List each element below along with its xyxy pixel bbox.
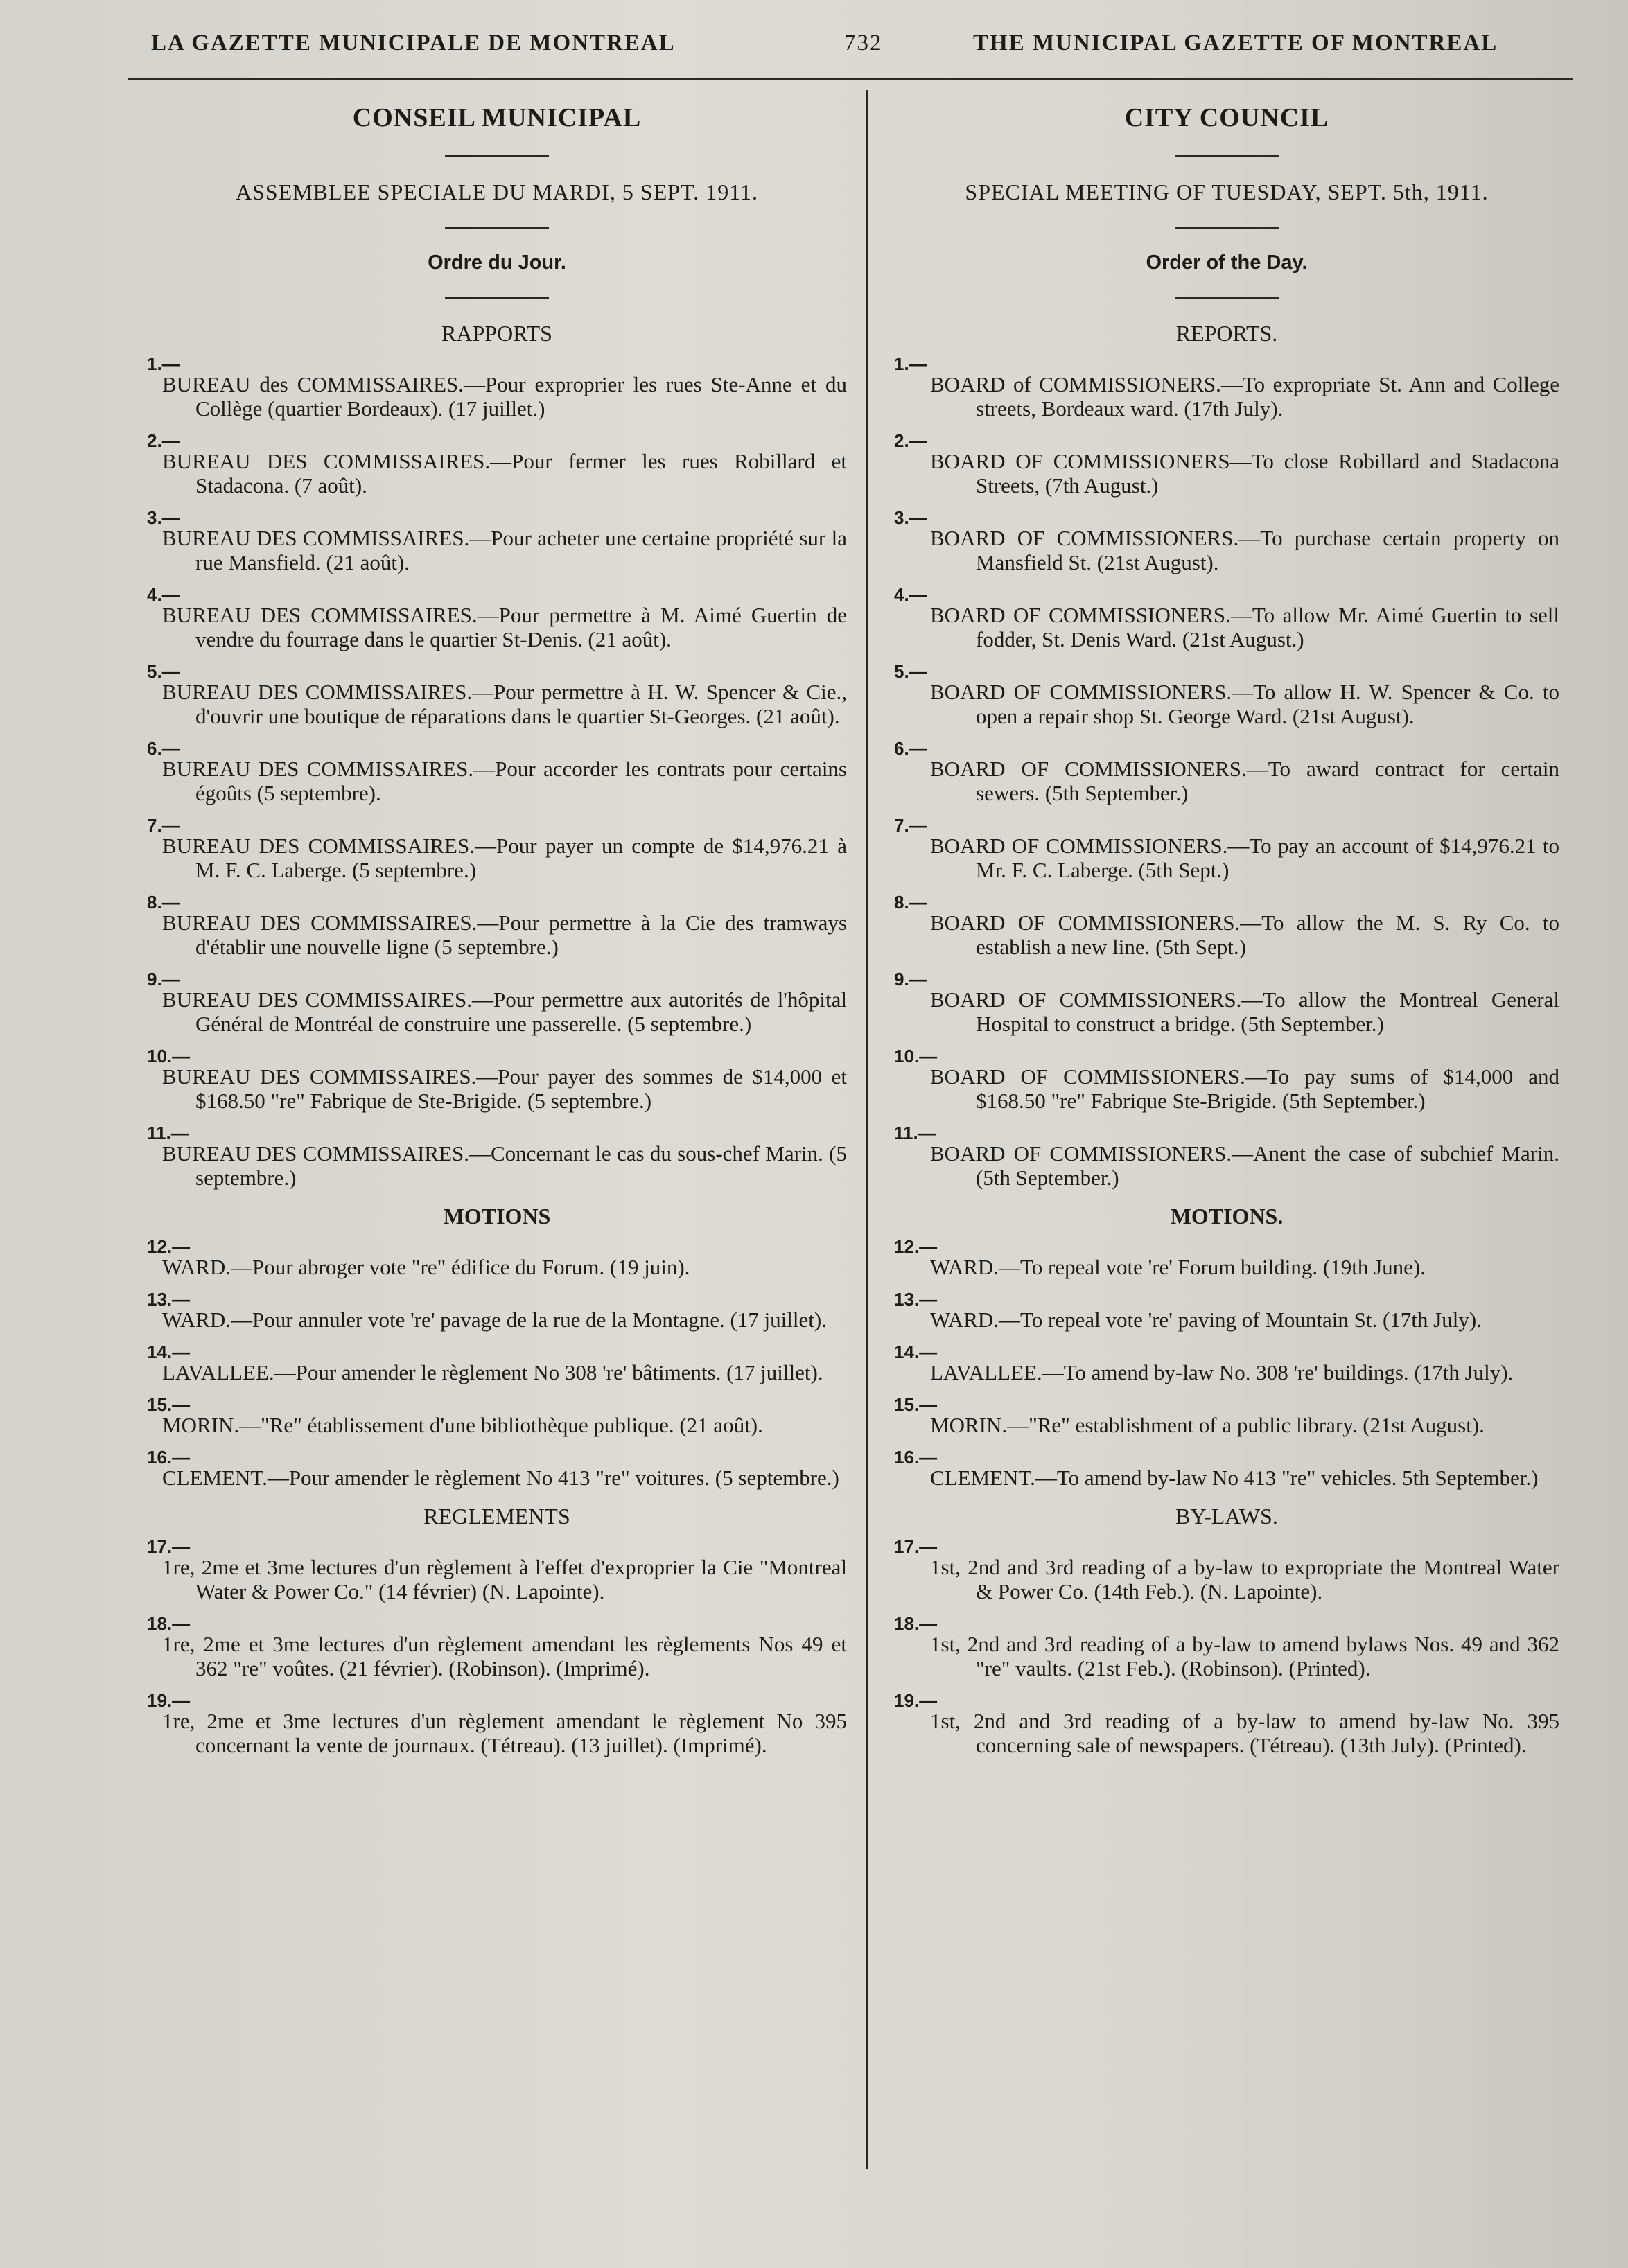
item-number: 14.— [147,1342,191,1362]
item-number: 5.— [894,661,927,682]
item-text: BUREAU DES COMMISSAIRES.—Pour permettre à H. W. Spencer & Cie., d'ouvrir une boutique de réparations dans le quartier St-Georges. (21 août). [162,680,847,728]
item-number: 1.— [894,353,927,374]
agenda-item [894,815,1559,882]
reports-list [894,353,1559,1190]
item-text: BOARD OF COMMISSIONERS.—To allow Mr. Aimé Guertin to sell fodder, St. Denis Ward. (21st August.) [930,603,1559,651]
item-number: 11.— [147,1123,189,1143]
order-of-day-title: Order of the Day. [1146,252,1308,274]
item-text: LAVALLEE.—To amend by-law No. 308 're' buildings. (17th July). [930,1360,1514,1384]
english-column [894,90,1559,1767]
item-text: CLEMENT.—To amend by-law No 413 "re" vehicles. 5th September.) [930,1466,1539,1490]
agenda-item [147,1447,847,1490]
item-text: WARD.—Pour annuler vote 're' pavage de la rue de la Montagne. (17 juillet). [162,1308,827,1332]
item-text: 1st, 2nd and 3rd reading of a by-law to expropriate the Montreal Water & Power Co. (14th Feb.). (N. Lapointe). [930,1555,1559,1603]
header-rule [128,78,1573,80]
bylaws-list [894,1536,1559,1757]
french-column [147,90,847,1767]
item-text: BOARD OF COMMISSIONERS.—To allow the M. S. Ry Co. to establish a new line. (5th Sept.) [930,911,1559,959]
header-right-title: THE MUNICIPAL GAZETTE OF MONTREAL [973,30,1498,55]
item-number: 12.— [894,1236,938,1257]
column-title: CITY COUNCIL [1124,103,1329,132]
item-number: 6.— [147,738,180,759]
divider [1175,227,1279,229]
item-number: 7.— [894,815,927,836]
agenda-item [894,969,1559,1036]
item-number: 17.— [894,1536,938,1557]
agenda-item [894,738,1559,805]
item-text: BUREAU DES COMMISSAIRES.—Concernant le cas du sous-chef Marin. (5 septembre.) [162,1141,847,1190]
item-text: BUREAU DES COMMISSAIRES.—Pour fermer les rues Robillard et Stadacona. (7 août). [162,449,847,498]
agenda-item [894,1536,1559,1603]
agenda-item [147,1236,847,1279]
divider [445,227,549,229]
item-number: 8.— [894,892,927,913]
agenda-item [894,1613,1559,1680]
item-number: 16.— [147,1447,191,1468]
item-number: 2.— [147,430,180,451]
section-heading-motions: MOTIONS. [1170,1204,1284,1229]
motions-list [894,1236,1559,1490]
agenda-item [147,815,847,882]
agenda-item [894,353,1559,421]
item-text: WARD.—To repeal vote 're' Forum building. (19th June). [930,1255,1426,1279]
item-number: 18.— [894,1613,938,1634]
agenda-item [147,430,847,498]
item-number: 4.— [894,584,927,605]
agenda-item [894,661,1559,728]
item-number: 8.— [147,892,180,913]
item-number: 19.— [147,1690,191,1711]
divider [445,297,549,299]
item-number: 16.— [894,1447,938,1468]
item-text: BOARD OF COMMISSIONERS.—To pay an account of $14,976.21 to Mr. F. C. Laberge. (5th Sept.) [930,834,1559,882]
item-number: 18.— [147,1613,191,1634]
order-of-day-title: Ordre du Jour. [428,252,566,274]
motions-list [147,1236,847,1490]
agenda-item [147,1394,847,1437]
agenda-item [147,1046,847,1113]
agenda-item [147,1289,847,1332]
agenda-item [894,1447,1559,1490]
item-text: WARD.—To repeal vote 're' paving of Mountain St. (17th July). [930,1308,1482,1332]
section-heading-motions: MOTIONS [443,1204,551,1229]
agenda-item [894,1046,1559,1113]
agenda-item [147,1123,847,1190]
item-text: WARD.—Pour abroger vote "re" édifice du Forum. (19 juin). [162,1255,690,1279]
item-number: 10.— [894,1046,938,1066]
divider [445,155,549,157]
agenda-item [147,738,847,805]
item-number: 9.— [147,969,180,990]
agenda-item [894,507,1559,574]
item-text: BUREAU DES COMMISSAIRES.—Pour payer des sommes de $14,000 et $168.50 "re" Fabrique de Ste-Brigide. (5 septembre.) [162,1064,847,1113]
agenda-item [894,584,1559,651]
item-text: BOARD OF COMMISSIONERS.—To pay sums of $14,000 and $168.50 "re" Fabrique Ste-Brigide. (5th September.) [930,1064,1559,1113]
item-number: 1.— [147,353,180,374]
section-heading-reports: RAPPORTS [441,321,552,346]
item-number: 15.— [147,1394,191,1415]
page-number: 732 [844,30,883,55]
item-text: BUREAU DES COMMISSAIRES.—Pour permettre à la Cie des tramways d'établir une nouvelle ligne (5 septembre.) [162,911,847,959]
item-number: 14.— [894,1342,938,1362]
agenda-item [894,1123,1559,1190]
column-divider [866,90,868,2169]
divider [1175,297,1279,299]
agenda-item [147,661,847,728]
item-text: BOARD of COMMISSIONERS.—To expropriate St. Ann and College streets, Bordeaux ward. (17th July). [930,372,1559,421]
section-heading-bylaws: REGLEMENTS [423,1504,570,1529]
item-number: 6.— [894,738,927,759]
item-text: MORIN.—"Re" établissement d'une bibliothèque publique. (21 août). [162,1413,763,1437]
agenda-item [894,430,1559,498]
agenda-item [894,892,1559,959]
item-number: 5.— [147,661,180,682]
divider [1175,155,1279,157]
item-text: BOARD OF COMMISSIONERS.—Anent the case of subchief Marin. (5th September.) [930,1141,1559,1190]
item-text: BUREAU DES COMMISSAIRES.—Pour permettre à M. Aimé Guertin de vendre du fourrage dans le quartier St-Denis. (21 août). [162,603,847,651]
item-text: 1re, 2me et 3me lectures d'un règlement amendant les règlements Nos 49 et 362 "re" voûtes. (21 février). (Robinson). (Imprimé). [162,1632,847,1680]
agenda-item [147,892,847,959]
item-number: 7.— [147,815,180,836]
agenda-item [147,1690,847,1757]
agenda-item [147,507,847,574]
item-number: 3.— [894,507,927,528]
item-text: BOARD OF COMMISSIONERS.—To allow H. W. Spencer & Co. to open a repair shop St. George Ward. (21st August). [930,680,1559,728]
agenda-item [147,1536,847,1603]
agenda-item [147,1342,847,1384]
item-number: 2.— [894,430,927,451]
item-text: MORIN.—"Re" establishment of a public library. (21st August). [930,1413,1485,1437]
item-text: BUREAU DES COMMISSAIRES.—Pour permettre aux autorités de l'hôpital Général de Montréal de construire une passerelle. (5 septembre.) [162,987,847,1036]
item-text: BUREAU DES COMMISSAIRES.—Pour acheter une certaine propriété sur la rue Mansfield. (21 août). [162,526,847,574]
item-text: BOARD OF COMMISSIONERS—To close Robillard and Stadacona Streets, (7th August.) [930,449,1559,498]
agenda-item [894,1342,1559,1384]
agenda-item [894,1289,1559,1332]
item-text: BUREAU DES COMMISSAIRES.—Pour accorder les contrats pour certains égoûts (5 septembre). [162,757,847,805]
agenda-item [147,969,847,1036]
section-heading-bylaws: BY-LAWS. [1175,1504,1278,1529]
item-number: 9.— [894,969,927,990]
item-number: 12.— [147,1236,191,1257]
meeting-title: SPECIAL MEETING OF TUESDAY, SEPT. 5th, 1911. [965,179,1489,204]
column-title: CONSEIL MUNICIPAL [352,103,642,132]
item-number: 13.— [147,1289,191,1310]
item-number: 19.— [894,1690,938,1711]
item-text: LAVALLEE.—Pour amender le règlement No 308 're' bâtiments. (17 juillet). [162,1360,823,1384]
bylaws-list [147,1536,847,1757]
item-number: 11.— [894,1123,936,1143]
item-number: 13.— [894,1289,938,1310]
item-text: 1st, 2nd and 3rd reading of a by-law to amend bylaws Nos. 49 and 362 "re" vaults. (21st Feb.). (Robinson). (Printed). [930,1632,1559,1680]
item-text: BOARD OF COMMISSIONERS.—To allow the Montreal General Hospital to construct a bridge. (5th September.) [930,987,1559,1036]
agenda-item [894,1690,1559,1757]
item-text: BUREAU des COMMISSAIRES.—Pour exproprier les rues Ste-Anne et du Collège (quartier Bordeaux). (17 juillet.) [162,372,847,421]
item-number: 10.— [147,1046,191,1066]
item-text: BUREAU DES COMMISSAIRES.—Pour payer un compte de $14,976.21 à M. F. C. Laberge. (5 septembre.) [162,834,847,882]
agenda-item [147,584,847,651]
item-text: BOARD OF COMMISSIONERS.—To award contract for certain sewers. (5th September.) [930,757,1559,805]
item-number: 15.— [894,1394,938,1415]
header-left-title: LA GAZETTE MUNICIPALE DE MONTREAL [151,30,676,55]
reports-list [147,353,847,1190]
item-number: 3.— [147,507,180,528]
item-text: CLEMENT.—Pour amender le règlement No 413 "re" voitures. (5 septembre.) [162,1466,839,1490]
agenda-item [894,1236,1559,1279]
agenda-item [147,353,847,421]
item-text: 1st, 2nd and 3rd reading of a by-law to amend by-law No. 395 concerning sale of newspapers. (Tétreau). (13th July). (Printed). [930,1709,1559,1757]
item-text: BOARD OF COMMISSIONERS.—To purchase certain property on Mansfield St. (21st August). [930,526,1559,574]
item-number: 17.— [147,1536,191,1557]
meeting-title: ASSEMBLEE SPECIALE DU MARDI, 5 SEPT. 1911. [235,179,759,204]
item-text: 1re, 2me et 3me lectures d'un règlement à l'effet d'exproprier la Cie "Montreal Water & Power Co." (14 février) (N. Lapointe). [162,1555,847,1603]
agenda-item [894,1394,1559,1437]
section-heading-reports: REPORTS. [1175,321,1278,346]
item-text: 1re, 2me et 3me lectures d'un règlement amendant le règlement No 395 concernant la vente de journaux. (Tétreau). (13 juillet). (Imprimé). [162,1709,847,1757]
agenda-item [147,1613,847,1680]
item-number: 4.— [147,584,180,605]
